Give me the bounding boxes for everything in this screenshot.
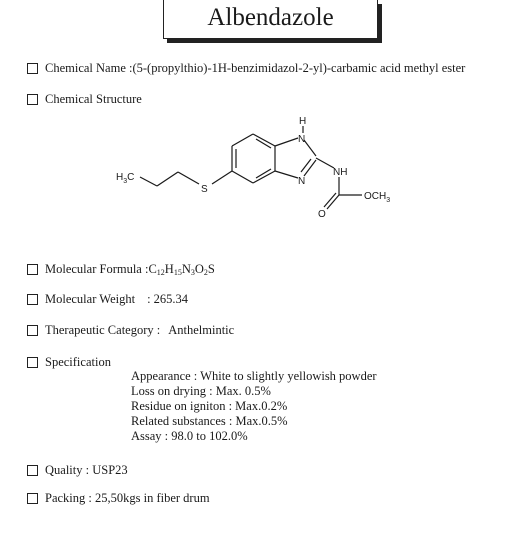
quality-label: Quality : USP23 (45, 463, 128, 477)
page-title: Albendazole (163, 0, 378, 39)
spec-residue-on-ignition: Residue on igniton : Max.0.2% (131, 399, 288, 413)
h3c-h: H (116, 172, 124, 183)
h3c-c: C (127, 172, 135, 183)
checkbox-icon (27, 357, 38, 368)
packing-label: Packing : 25,50kgs in fiber drum (45, 491, 210, 505)
molecular-weight-value: : 265.34 (147, 292, 189, 306)
checkbox-icon (27, 325, 38, 336)
molecular-formula-value (148, 262, 214, 277)
formula-c: C (148, 262, 157, 276)
checkbox-icon (27, 294, 38, 305)
formula-n: N (181, 262, 191, 276)
therapeutic-category-row (27, 323, 234, 338)
structure-bonds (140, 126, 362, 209)
atom-label-s: S (201, 184, 208, 195)
therapeutic-category-label: Therapeutic Category : (45, 323, 161, 337)
packing-row (27, 491, 210, 506)
spec-appearance: Appearance : White to slightly yellowish powder (131, 369, 377, 383)
h3c-sub: 3 (123, 178, 128, 185)
quality-row (27, 463, 128, 478)
atom-label-n-top: N (298, 134, 306, 145)
formula-c-count: 12 (156, 268, 165, 277)
och-sub: 3 (386, 197, 391, 204)
checkbox-icon (27, 264, 38, 275)
formula-h: H (164, 262, 174, 276)
molecular-formula-label: Molecular Formula : (45, 262, 149, 276)
molecular-formula-row (27, 262, 215, 277)
och-text: OCH (364, 191, 387, 202)
atom-label-h: H (299, 116, 307, 127)
specification-label: Specification (45, 355, 111, 369)
atom-label-n-bottom: N (298, 176, 306, 187)
structure-atom-labels (116, 116, 390, 220)
atom-label-och3 (364, 191, 390, 204)
therapeutic-category-value: Anthelmintic (168, 323, 235, 337)
atom-label-h3c (116, 172, 134, 185)
specification-row (27, 355, 111, 370)
molecular-weight-row (27, 292, 188, 307)
chemical-name-label: Chemical Name : (45, 61, 133, 75)
chemical-name-value: (5-(propylthio)-1H-benzimidazol-2-yl)-carbamic acid methyl ester (132, 61, 466, 75)
atom-label-o: O (318, 209, 326, 220)
chemical-structure-label: Chemical Structure (45, 92, 142, 106)
formula-o: O (194, 262, 204, 276)
atom-label-nh: NH (333, 167, 348, 178)
checkbox-icon (27, 493, 38, 504)
formula-h-count: 15 (173, 268, 182, 277)
formula-n-count: 3 (190, 268, 195, 277)
spec-related-substances: Related substances : Max.0.5% (131, 414, 288, 428)
spec-assay: Assay : 98.0 to 102.0% (131, 429, 248, 443)
checkbox-icon (27, 465, 38, 476)
spec-loss-on-drying: Loss on drying : Max. 0.5% (131, 384, 271, 398)
formula-o-count: 2 (203, 268, 208, 277)
molecular-weight-label: Molecular Weight (45, 292, 136, 306)
formula-s: S (207, 262, 215, 276)
